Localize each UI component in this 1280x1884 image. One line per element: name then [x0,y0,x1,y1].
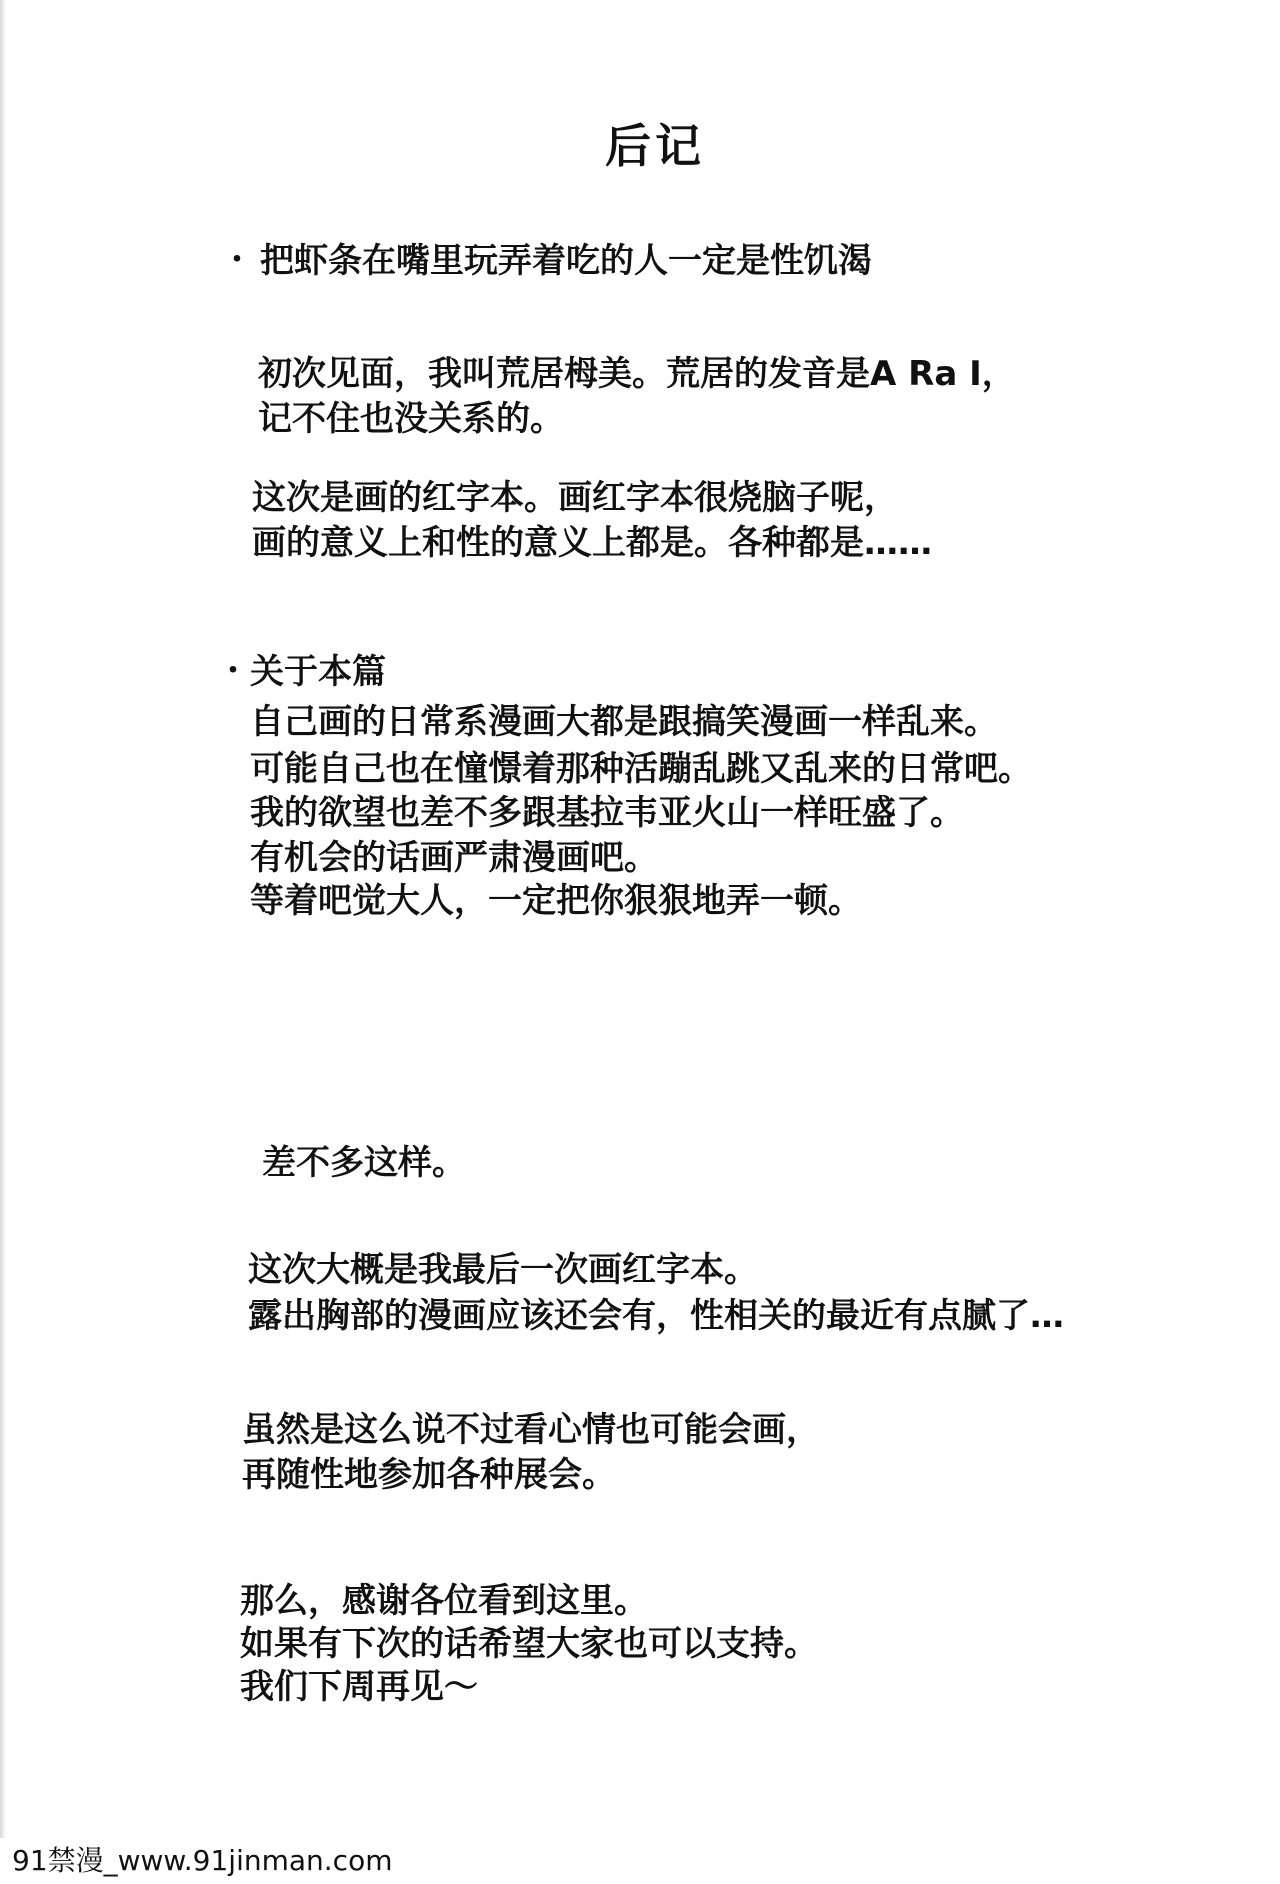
page-title: 后记 [605,119,705,173]
text-line: 自己画的日常系漫画大都是跟搞笑漫画一样乱来。 [250,702,998,742]
text-line: 我的欲望也差不多跟基拉韦亚火山一样旺盛了。 [250,793,964,833]
text-line: 记不住也没关系的。 [258,399,564,439]
text-line: 虽然是这么说不过看心情也可能会画， [242,1410,820,1450]
text-line: 那么，感谢各位看到这里。 [240,1581,648,1621]
text-line: 再随性地参加各种展会。 [242,1455,616,1495]
text-line: 露出胸部的漫画应该还会有，性相关的最近有点腻了… [248,1296,1064,1336]
text-line: 差不多这样。 [262,1143,466,1183]
watermark-text: 91禁漫_www.91jinman.com [12,1844,393,1877]
text-line: 这次大概是我最后一次画红字本。 [248,1250,758,1290]
text-line: 可能自己也在憧憬着那种活蹦乱跳又乱来的日常吧。 [250,749,1032,789]
section-heading: 关于本篇 [250,652,386,692]
text-line: 画的意义上和性的意义上都是。各种都是…… [252,523,932,563]
text-line: 等着吧觉大人，一定把你狠狠地弄一顿。 [250,881,862,921]
page-edge-shadow [0,0,6,1884]
text-line: 我们下周再见～ [240,1667,478,1707]
text-line: 初次见面，我叫荒居栂美。荒居的发音是A Ra I， [258,354,1016,394]
bullet-mark: ・ [222,243,252,278]
text-line: 有机会的话画严肃漫画吧。 [250,838,658,878]
text-line: 这次是画的红字本。画红字本很烧脑子呢， [252,478,898,518]
section-heading: 把虾条在嘴里玩弄着吃的人一定是性饥渴 [260,241,872,281]
bullet-mark: ・ [218,654,248,689]
text-line: 如果有下次的话希望大家也可以支持。 [240,1624,818,1664]
